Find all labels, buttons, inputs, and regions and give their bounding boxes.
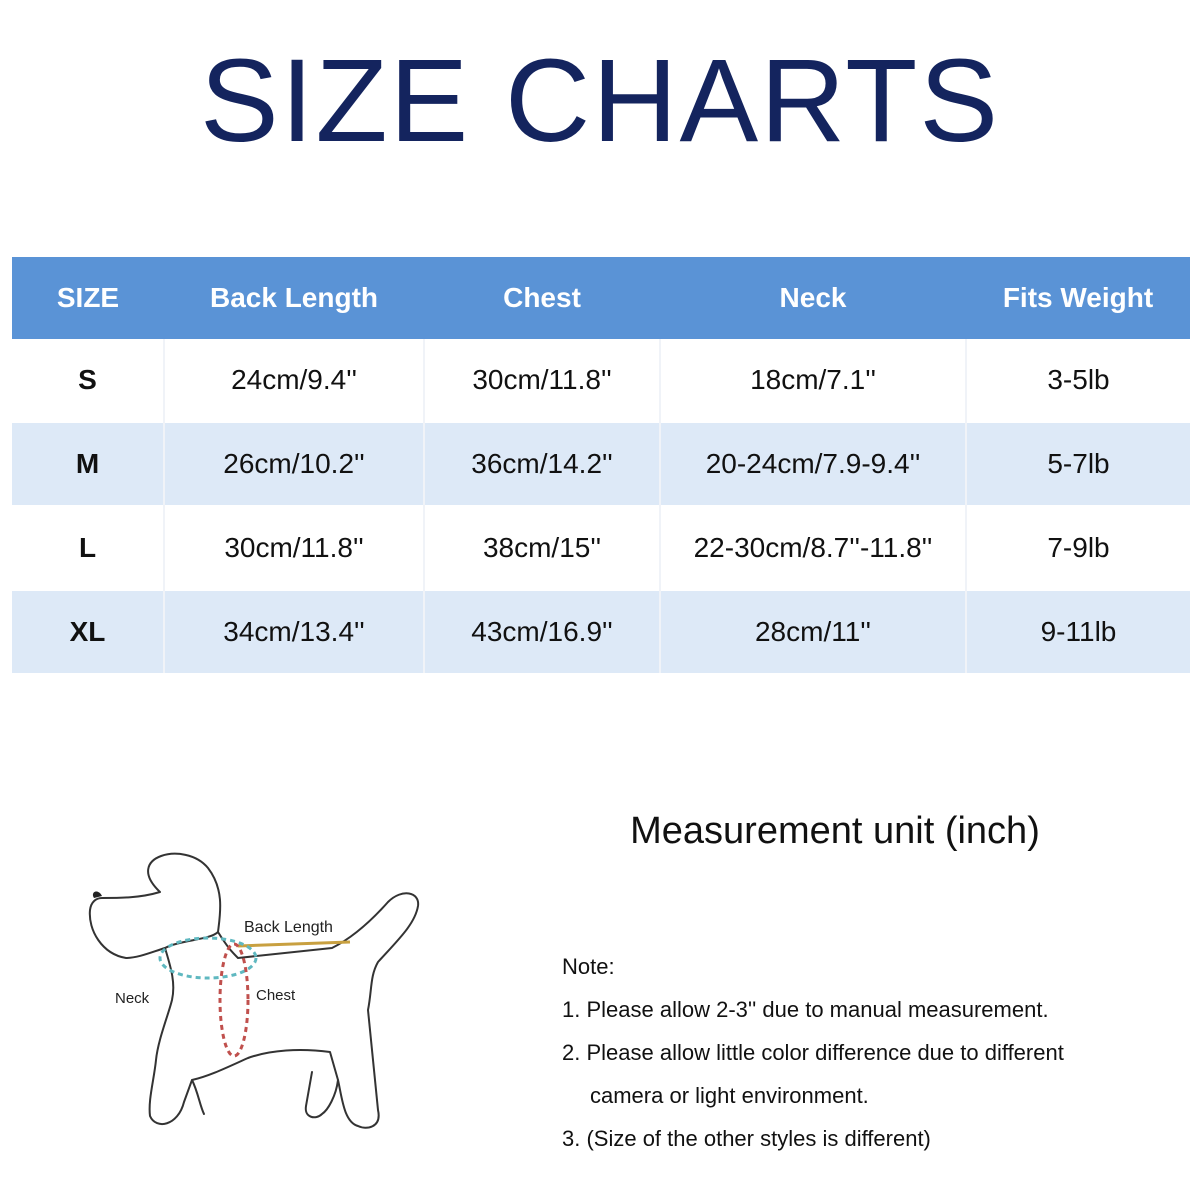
header-back-length: Back Length — [164, 257, 424, 339]
note-item: 1. Please allow 2-3'' due to manual measurement. — [562, 997, 1049, 1022]
weight-cell: 9-11lb — [966, 590, 1190, 673]
measurement-unit-title: Measurement unit (inch) — [630, 810, 1040, 852]
size-cell: XL — [12, 590, 164, 673]
header-chest: Chest — [424, 257, 660, 339]
table-row — [12, 590, 1190, 673]
chest-measure-line — [220, 944, 248, 1056]
back-length-cell: 26cm/10.2'' — [164, 422, 424, 506]
note-item: 3. (Size of the other styles is different) — [562, 1126, 931, 1151]
weight-cell: 7-9lb — [966, 506, 1190, 590]
back-length-label: Back Length — [244, 919, 333, 936]
chest-cell: 36cm/14.2'' — [424, 422, 660, 506]
page-title: SIZE CHARTS — [199, 35, 1001, 167]
back-length-cell: 30cm/11.8'' — [164, 506, 424, 590]
neck-label: Neck — [115, 990, 150, 1007]
weight-cell: 5-7lb — [966, 422, 1190, 506]
neck-cell: 18cm/7.1'' — [660, 339, 966, 422]
size-cell: S — [12, 339, 164, 422]
neck-cell: 20-24cm/7.9-9.4'' — [660, 422, 966, 506]
header-size: SIZE — [12, 257, 164, 339]
chest-label: Chest — [256, 987, 296, 1004]
note-item: 2. Please allow little color difference due to different — [562, 1040, 1064, 1065]
table-row — [12, 422, 1190, 506]
notes-heading: Note: — [562, 954, 615, 979]
neck-cell: 22-30cm/8.7''-11.8'' — [660, 506, 966, 590]
weight-cell: 3-5lb — [966, 339, 1190, 422]
back-length-cell: 24cm/9.4'' — [164, 339, 424, 422]
neck-cell: 28cm/11'' — [660, 590, 966, 673]
chest-cell: 30cm/11.8'' — [424, 339, 660, 422]
size-table — [12, 257, 1190, 673]
size-cell: L — [12, 506, 164, 590]
header-fits-weight: Fits Weight — [966, 257, 1190, 339]
table-row — [12, 339, 1190, 422]
back-length-cell: 34cm/13.4'' — [164, 590, 424, 673]
chest-cell: 38cm/15'' — [424, 506, 660, 590]
table-header-row — [12, 257, 1190, 339]
notes-block — [562, 950, 1182, 1165]
size-cell: M — [12, 422, 164, 506]
note-item-continuation: camera or light environment. — [590, 1083, 869, 1108]
back-length-line — [238, 942, 350, 946]
dog-nose-icon — [93, 892, 102, 898]
dog-measurement-diagram — [60, 840, 460, 1140]
header-neck: Neck — [660, 257, 966, 339]
chest-cell: 43cm/16.9'' — [424, 590, 660, 673]
table-row — [12, 506, 1190, 590]
